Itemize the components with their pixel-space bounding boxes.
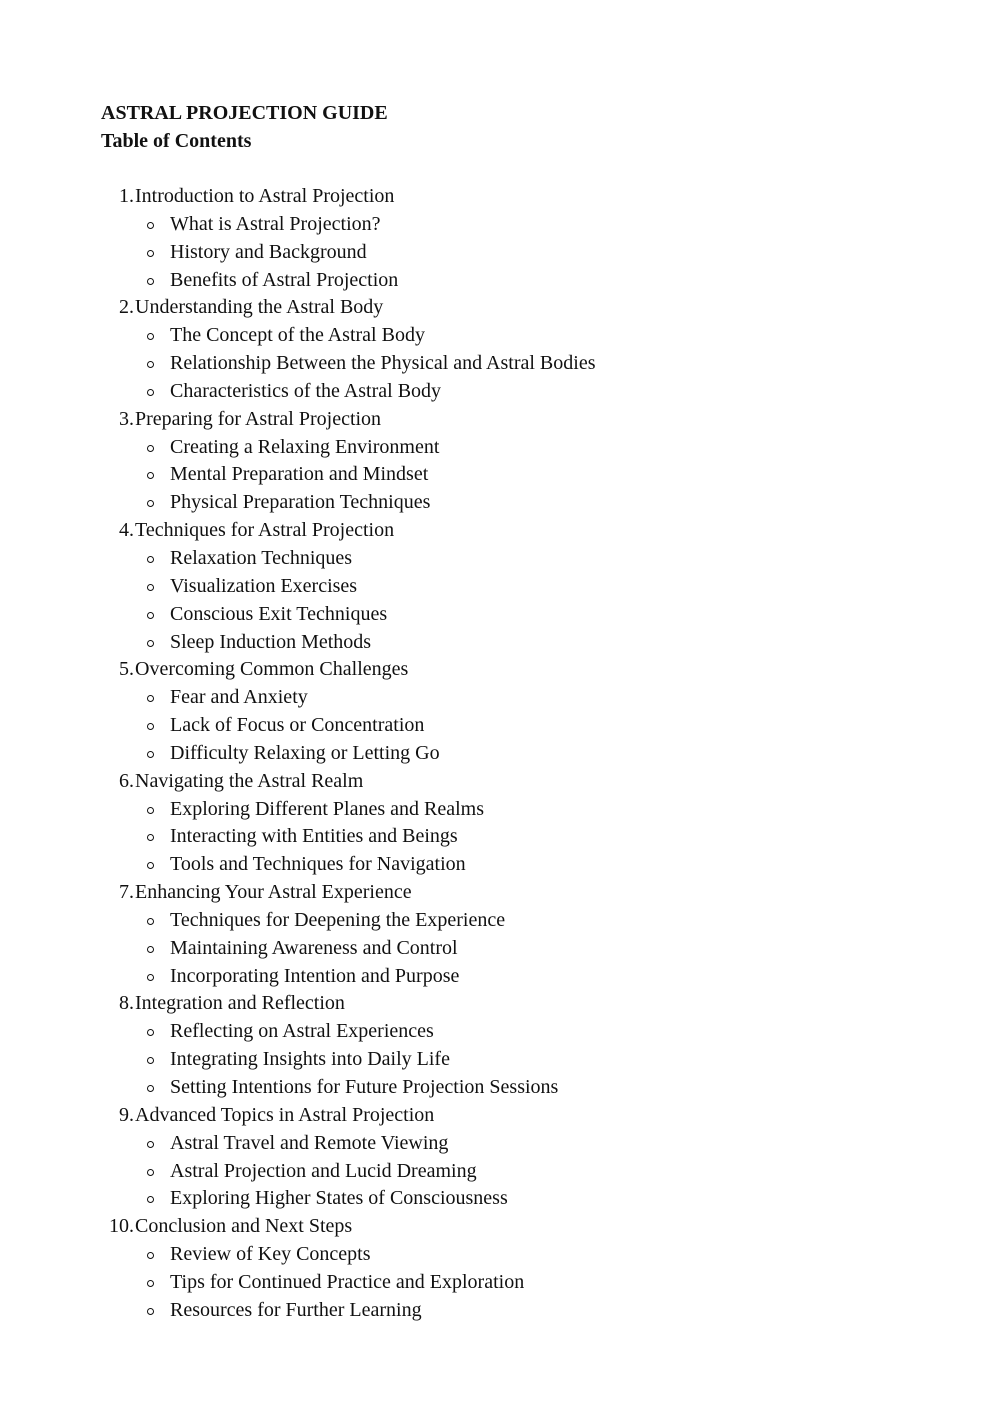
circle-bullet-icon — [147, 584, 154, 591]
subsection-list — [101, 1241, 596, 1325]
toc-section — [101, 1213, 596, 1324]
subsection-title: Lack of Focus or Concentration — [170, 714, 425, 737]
circle-bullet-icon — [147, 250, 154, 257]
toc-subsection — [101, 796, 596, 824]
toc-section — [101, 183, 596, 294]
section-title: Understanding the Astral Body — [135, 296, 384, 319]
circle-bullet-icon — [147, 556, 154, 563]
subsection-title: Relaxation Techniques — [170, 546, 353, 569]
circle-bullet-icon — [147, 612, 154, 619]
circle-bullet-icon — [147, 1308, 154, 1315]
subsection-title: Visualization Exercises — [170, 574, 358, 597]
circle-bullet-icon — [147, 918, 154, 925]
circle-bullet-icon — [147, 222, 154, 229]
subsection-list — [101, 1018, 596, 1102]
subsection-title: Exploring Higher States of Consciousness — [170, 1187, 508, 1210]
toc-subsection — [101, 378, 596, 406]
section-number: 4. — [119, 519, 134, 542]
toc-subsection — [101, 1269, 596, 1297]
circle-bullet-icon — [147, 1169, 154, 1176]
toc-subsection — [101, 1046, 596, 1074]
section-title: Conclusion and Next Steps — [135, 1215, 353, 1238]
section-title: Enhancing Your Astral Experience — [135, 881, 412, 904]
section-number: 8. — [119, 992, 134, 1015]
toc-subsection — [101, 1018, 596, 1046]
toc-subsection — [101, 489, 596, 517]
toc-subsection — [101, 350, 596, 378]
toc-section — [101, 406, 596, 517]
circle-bullet-icon — [147, 862, 154, 869]
toc-subsection — [101, 1241, 596, 1269]
subsection-title: Reflecting on Astral Experiences — [170, 1020, 434, 1043]
document — [101, 99, 596, 1325]
toc-section — [101, 768, 596, 879]
subsection-title: Review of Key Concepts — [170, 1243, 371, 1266]
circle-bullet-icon — [147, 472, 154, 479]
section-number: 2. — [119, 296, 134, 319]
circle-bullet-icon — [147, 1085, 154, 1092]
section-number: 3. — [119, 407, 134, 430]
subsection-list — [101, 545, 596, 656]
section-number: 10. — [109, 1215, 134, 1238]
section-title: Techniques for Astral Projection — [135, 519, 395, 542]
circle-bullet-icon — [147, 445, 154, 452]
circle-bullet-icon — [147, 361, 154, 368]
toc-subsection — [101, 712, 596, 740]
subsection-list — [101, 1130, 596, 1214]
circle-bullet-icon — [147, 1280, 154, 1287]
toc-section — [101, 517, 596, 656]
toc-subsection — [101, 211, 596, 239]
toc-section — [101, 294, 596, 405]
section-title: Introduction to Astral Projection — [135, 185, 395, 207]
circle-bullet-icon — [147, 1252, 154, 1259]
subsection-title: Setting Intentions for Future Projection Sessions — [170, 1076, 559, 1098]
subsection-title: Creating a Relaxing Environment — [170, 435, 440, 458]
subsection-list — [101, 434, 596, 518]
section-title: Overcoming Common Challenges — [135, 658, 409, 681]
toc-subsection — [101, 239, 596, 267]
subsection-title: Techniques for Deepening the Experience — [170, 908, 506, 931]
circle-bullet-icon — [147, 1141, 154, 1148]
section-title: Preparing for Astral Projection — [135, 407, 382, 430]
section-number: 1. — [119, 185, 134, 207]
toc-subsection — [101, 322, 596, 350]
circle-bullet-icon — [147, 640, 154, 647]
toc-subsection — [101, 963, 596, 991]
subsection-title: Tools and Techniques for Navigation — [170, 853, 466, 876]
toc-subsection — [101, 1185, 596, 1213]
section-title: Navigating the Astral Realm — [135, 769, 364, 792]
subsection-list — [101, 907, 596, 991]
toc-subsection — [101, 1158, 596, 1186]
toc-subsection — [101, 601, 596, 629]
subsection-title: Relationship Between the Physical and Astral Bodies — [170, 352, 596, 375]
section-title: Advanced Topics in Astral Projection — [135, 1103, 435, 1126]
circle-bullet-icon — [147, 751, 154, 758]
circle-bullet-icon — [147, 723, 154, 730]
subsection-title: Integrating Insights into Daily Life — [170, 1048, 450, 1071]
subsection-title: What is Astral Projection? — [170, 212, 381, 235]
subsection-title: Exploring Different Planes and Realms — [170, 797, 485, 820]
subsection-list — [101, 322, 596, 406]
toc-subsection — [101, 1074, 596, 1102]
subsection-title: Tips for Continued Practice and Exploration — [170, 1270, 525, 1293]
subsection-title: Incorporating Intention and Purpose — [170, 964, 460, 987]
toc-subsection — [101, 434, 596, 462]
section-title: Integration and Reflection — [135, 992, 345, 1015]
subsection-title: Conscious Exit Techniques — [170, 602, 388, 625]
circle-bullet-icon — [147, 1057, 154, 1064]
document-title: ASTRAL PROJECTION GUIDE — [101, 102, 388, 124]
toc-subsection — [101, 823, 596, 851]
subsection-title: The Concept of the Astral Body — [170, 324, 425, 347]
section-number: 5. — [119, 658, 134, 681]
toc-subsection — [101, 267, 596, 295]
circle-bullet-icon — [147, 1196, 154, 1203]
subsection-title: History and Background — [170, 240, 367, 263]
subsection-title: Sleep Induction Methods — [170, 630, 372, 653]
toc-subsection — [101, 740, 596, 768]
toc-subsection — [101, 907, 596, 935]
circle-bullet-icon — [147, 807, 154, 814]
subsection-title: Interacting with Entities and Beings — [170, 825, 458, 848]
circle-bullet-icon — [147, 834, 154, 841]
toc-subsection — [101, 851, 596, 879]
toc-subsection — [101, 629, 596, 657]
toc-subsection — [101, 1297, 596, 1325]
section-number: 6. — [119, 769, 134, 792]
subsection-title: Astral Travel and Remote Viewing — [170, 1131, 449, 1154]
circle-bullet-icon — [147, 500, 154, 507]
circle-bullet-icon — [147, 974, 154, 981]
circle-bullet-icon — [147, 333, 154, 340]
toc-section — [101, 879, 596, 990]
toc-section — [101, 990, 596, 1101]
circle-bullet-icon — [147, 695, 154, 702]
table-of-contents — [101, 183, 596, 1325]
section-number: 7. — [119, 881, 134, 904]
subsection-list — [101, 684, 596, 768]
subsection-title: Characteristics of the Astral Body — [170, 379, 442, 402]
subsection-title: Physical Preparation Techniques — [170, 491, 431, 514]
subsection-title: Mental Preparation and Mindset — [170, 463, 429, 486]
circle-bullet-icon — [147, 389, 154, 396]
subsection-title: Fear and Anxiety — [170, 686, 308, 709]
subsection-title: Astral Projection and Lucid Dreaming — [170, 1159, 477, 1182]
toc-subsection — [101, 461, 596, 489]
section-number: 9. — [119, 1103, 134, 1126]
subsection-list — [101, 211, 596, 295]
circle-bullet-icon — [147, 278, 154, 285]
subsection-title: Difficulty Relaxing or Letting Go — [170, 741, 440, 764]
toc-subsection — [101, 1130, 596, 1158]
toc-subsection — [101, 935, 596, 963]
subsection-title: Benefits of Astral Projection — [170, 268, 399, 291]
subsection-title: Maintaining Awareness and Control — [170, 936, 458, 959]
circle-bullet-icon — [147, 1029, 154, 1036]
toc-subsection — [101, 684, 596, 712]
toc-subsection — [101, 573, 596, 601]
subsection-list — [101, 796, 596, 880]
toc-heading: Table of Contents — [101, 130, 252, 152]
toc-section — [101, 656, 596, 767]
circle-bullet-icon — [147, 946, 154, 953]
subsection-title: Resources for Further Learning — [170, 1298, 422, 1321]
toc-section — [101, 1102, 596, 1213]
toc-subsection — [101, 545, 596, 573]
